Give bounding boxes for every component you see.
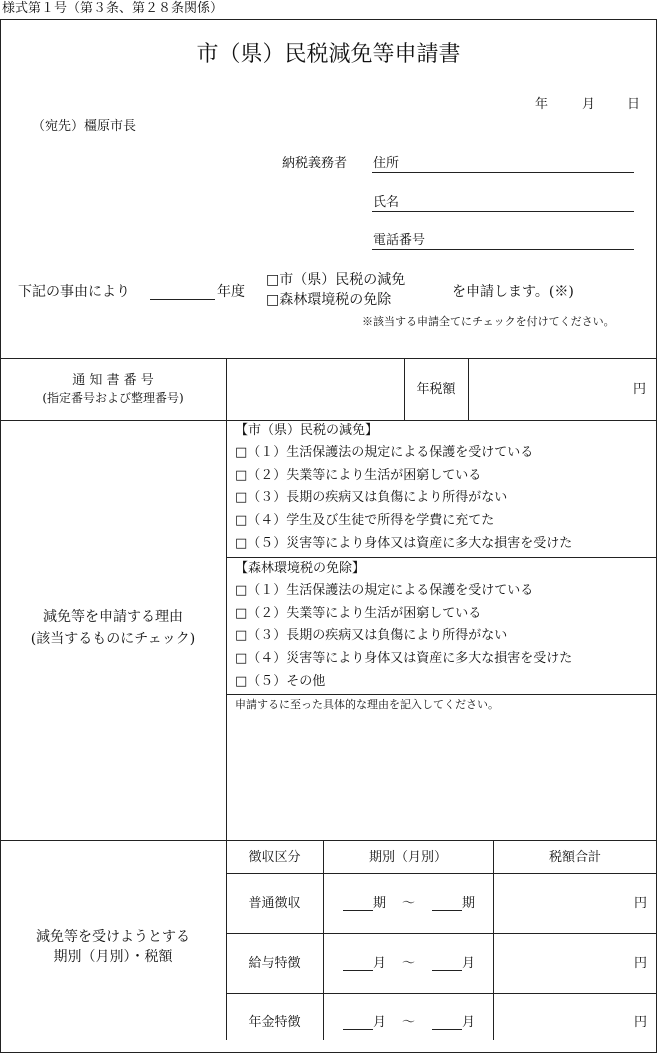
taxpayer-label: 納税義務者	[282, 156, 348, 171]
reason-city-3[interactable]: □（３）長期の疾病又は負傷により所得がない	[235, 490, 508, 505]
fiscal-year-field[interactable]	[150, 299, 215, 300]
period-end-unit: 期	[462, 896, 476, 911]
address-field[interactable]	[372, 172, 634, 173]
reason-forest-2[interactable]: □（２）失業等により生活が困窮している	[235, 606, 482, 621]
reason-city-1[interactable]: □（１）生活保護法の規定による保護を受けている	[235, 445, 534, 460]
date-year-label: 年	[535, 97, 549, 112]
reason-forest-3[interactable]: □（３）長期の疾病又は負傷により所得がない	[235, 628, 508, 643]
reason-city-2[interactable]: □（２）失業等により生活が困窮している	[235, 468, 482, 483]
divider	[323, 840, 324, 1040]
date-day-label: 日	[627, 97, 641, 112]
request-prefix: 下記の事由により	[18, 284, 130, 300]
header-period: 期別（月別）	[368, 850, 447, 865]
period-end-unit: 月	[462, 956, 476, 971]
divider	[493, 840, 494, 1040]
reason-forest-5[interactable]: □（５）その他	[235, 674, 326, 689]
row-type-pension: 年金特徴	[248, 1015, 301, 1030]
address-label: 住所	[373, 156, 400, 171]
tax-total-yen: 円	[634, 896, 648, 911]
fiscal-year-suffix: 年度	[217, 284, 245, 300]
group-forest-tax-title: 【森林環境税の免除】	[235, 561, 366, 576]
notice-number-sublabel: (指定番号および整理番号)	[42, 391, 184, 405]
detail-reason-field[interactable]	[228, 714, 655, 838]
annual-tax-field[interactable]	[469, 359, 656, 419]
period-sublabel: 期別（月別）・税額	[53, 949, 173, 965]
period-end-field[interactable]	[432, 970, 462, 971]
period-tilde: ～	[402, 956, 416, 971]
divider	[0, 840, 657, 841]
reason-forest-4[interactable]: □（４）災害等により身体又は資産に多大な損害を受けた	[235, 651, 573, 666]
period-end-field[interactable]	[432, 910, 462, 911]
reason-city-4[interactable]: □（４）学生及び生徒で所得を学費に充てた	[235, 513, 495, 528]
period-tilde: ～	[402, 1015, 416, 1030]
period-tilde: ～	[402, 896, 416, 911]
period-start-unit: 月	[373, 956, 387, 971]
option-forest-tax-checkbox[interactable]: □森林環境税の免除	[266, 292, 392, 308]
notice-number-field[interactable]	[227, 359, 404, 419]
tax-total-yen: 円	[634, 1015, 648, 1030]
group-city-tax-title: 【市（県）民税の減免】	[235, 423, 379, 438]
divider	[226, 933, 657, 934]
divider	[226, 993, 657, 994]
divider	[226, 873, 657, 874]
period-end-unit: 月	[462, 1015, 476, 1030]
name-field[interactable]	[372, 211, 634, 212]
header-tax-total: 税額合計	[548, 850, 601, 865]
period-start-field[interactable]	[343, 1029, 373, 1030]
reason-forest-1[interactable]: □（１）生活保護法の規定による保護を受けている	[235, 583, 534, 598]
addressee: （宛先）橿原市長	[32, 119, 137, 134]
date-month-label: 月	[582, 97, 596, 112]
name-label: 氏名	[373, 195, 400, 210]
period-start-field[interactable]	[343, 910, 373, 911]
reason-city-5[interactable]: □（５）災害等により身体又は資産に多大な損害を受けた	[235, 536, 573, 551]
period-start-field[interactable]	[343, 970, 373, 971]
tax-total-yen: 円	[634, 956, 648, 971]
detail-prompt: 申請するに至った具体的な理由を記入してください。	[235, 698, 499, 711]
phone-field[interactable]	[372, 249, 634, 250]
period-label: 減免等を受けようとする	[36, 929, 190, 945]
row-type-regular: 普通徴収	[248, 896, 301, 911]
phone-label: 電話番号	[373, 233, 426, 248]
divider	[0, 420, 657, 421]
option-city-tax-checkbox[interactable]: □市（県）民税の減免	[266, 272, 406, 288]
notice-number-label: 通 知 書 番 号	[72, 373, 154, 388]
form-number: 様式第１号（第３条、第２８条関係）	[2, 1, 224, 16]
row-type-salary: 給与特徴	[248, 956, 301, 971]
divider	[226, 557, 657, 558]
annual-tax-yen: 円	[633, 382, 647, 397]
divider	[226, 358, 227, 1040]
annual-tax-label: 年税額	[416, 382, 456, 397]
request-suffix: を申請します。(※)	[452, 284, 574, 300]
period-start-unit: 月	[373, 1015, 387, 1030]
reasons-label: 減免等を申請する理由	[43, 609, 183, 625]
divider	[226, 694, 657, 695]
page-title: 市（県）民税減免等申請書	[196, 42, 461, 67]
period-start-unit: 期	[373, 896, 387, 911]
header-collection-type: 徴収区分	[248, 850, 301, 865]
reasons-sublabel: (該当するものにチェック)	[30, 631, 196, 647]
period-end-field[interactable]	[432, 1029, 462, 1030]
request-note: ※該当する申請全てにチェックを付けてください。	[362, 315, 615, 328]
